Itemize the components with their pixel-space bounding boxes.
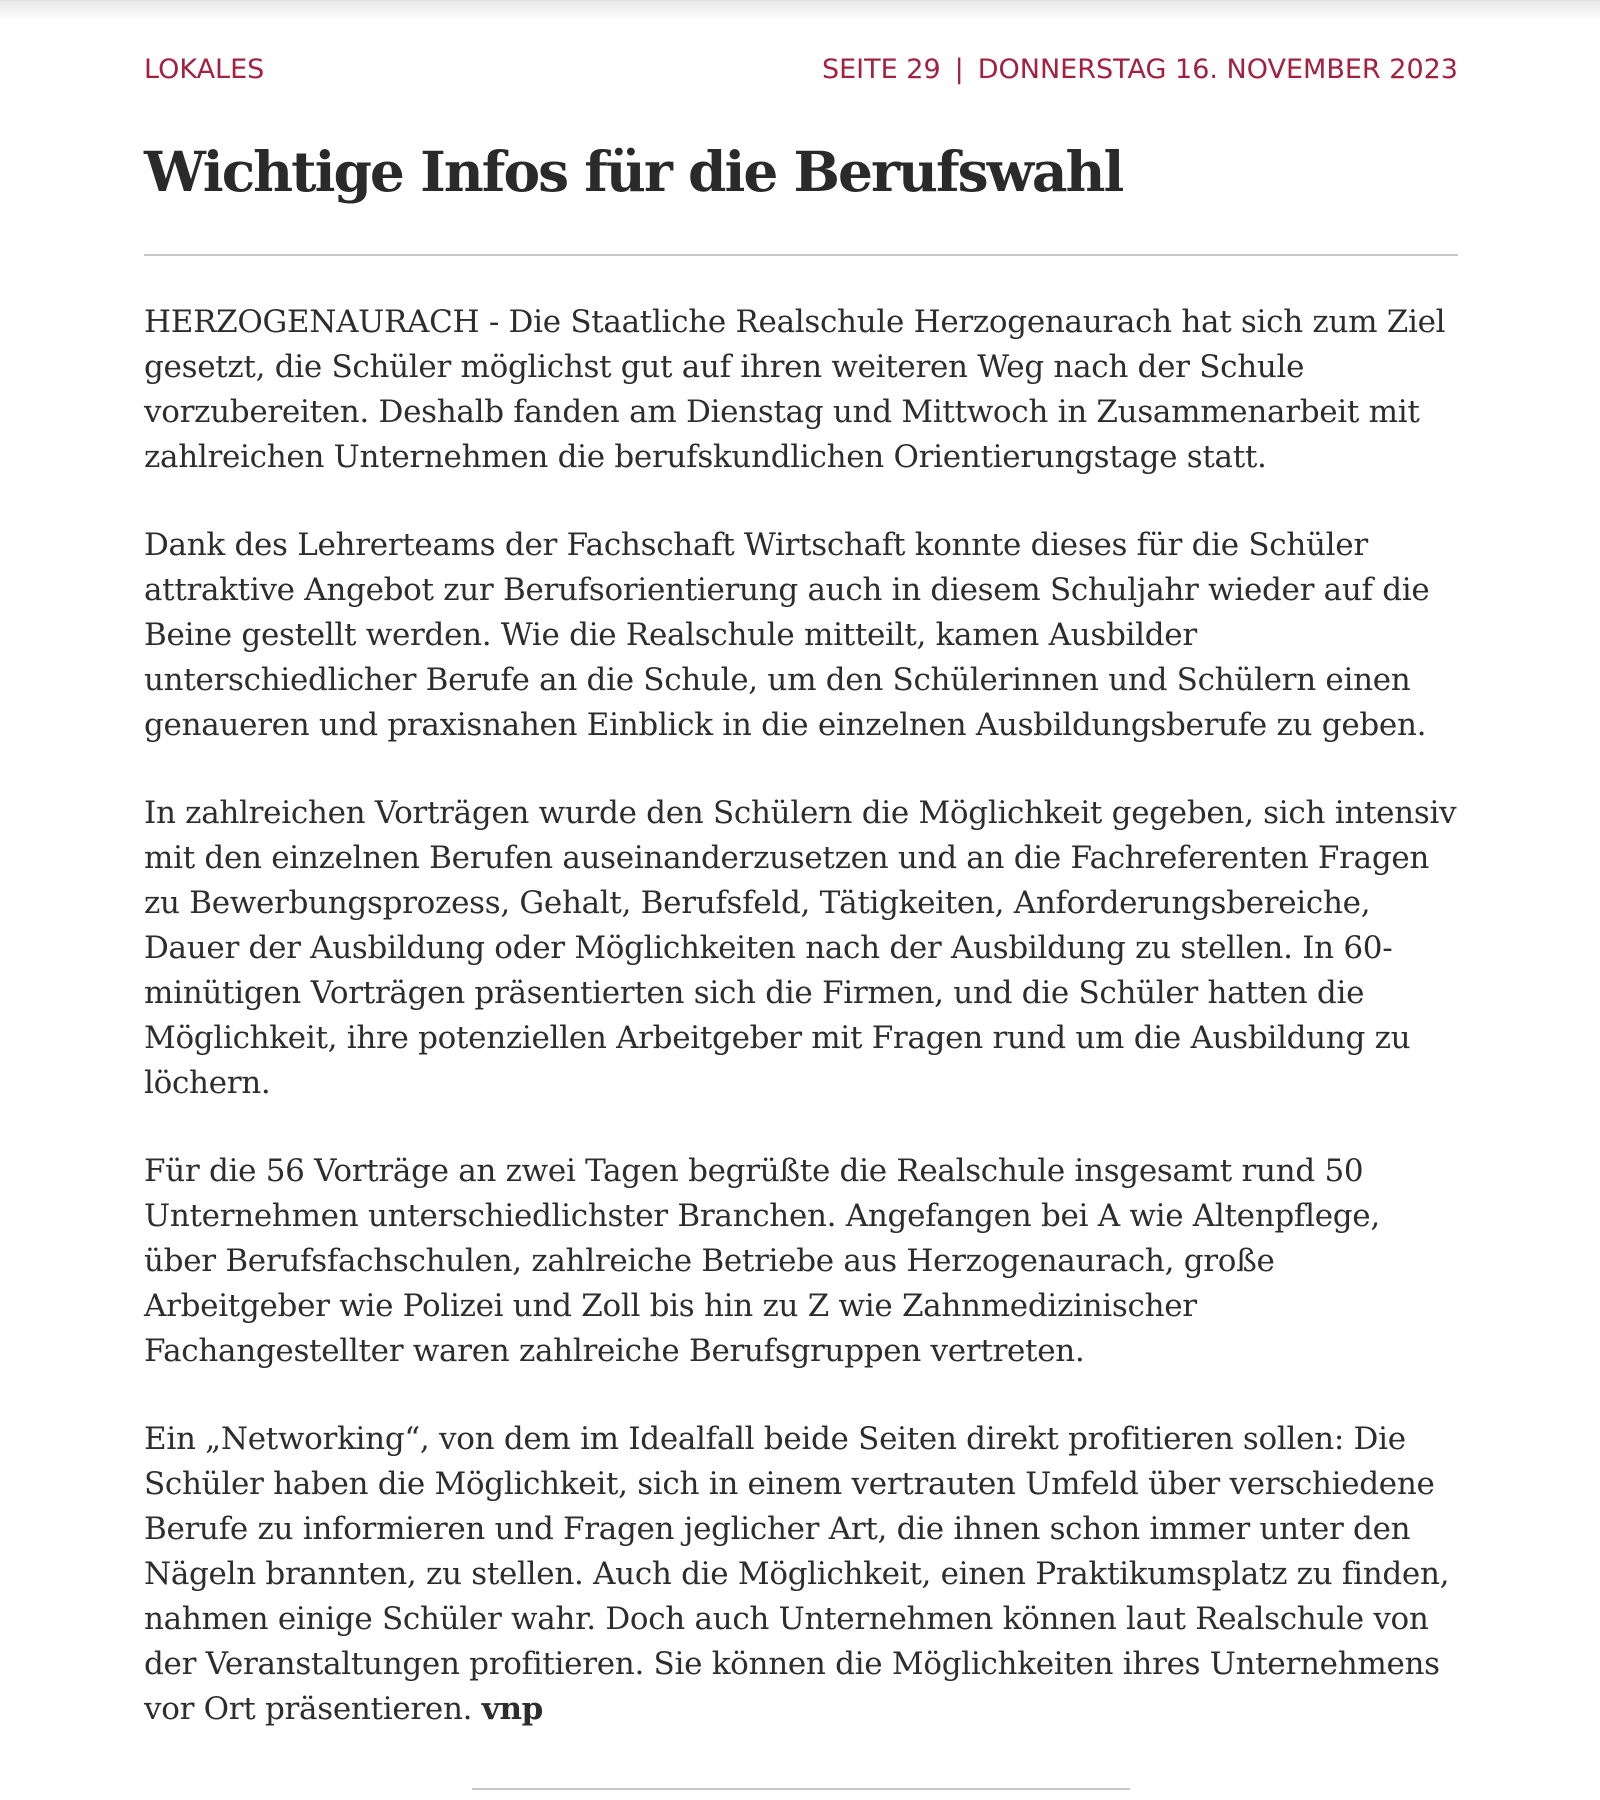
paragraph-5-text: Ein „Networking“, von dem im Idealfall beide Seiten direkt profitieren sollen: Die Schüler haben die Möglichkeit, sich in einem vertrauten Umfeld über verschiedene Berufe zu informieren und Fragen jeglicher Art, die ihnen schon immer unter den Nägeln brannten, zu stellen. Auch die Möglichkeit, einen Praktikumsplatz zu finden, nahmen einige Schüler wahr. Doch auch Unternehmen können laut Realschule von der Veranstaltungen profitieren. Sie können die Möglichkeiten ihres Unternehmens vor Ort präsentieren. (144, 1421, 1450, 1727)
paragraph-2: Dank des Lehrerteams der Fachschaft Wirtschaft konnte dieses für die Schüler attraktive Angebot zur Berufsorientierung auch in diesem Schuljahr wieder auf die Beine gestellt werden. Wie die Realschule mitteilt, kamen Ausbilder unterschiedlicher Berufe an die Schule, um den Schülerinnen und Schülern einen genaueren und praxisnahen Einblick in die einzelnen Ausbildungsberufe zu geben. (144, 527, 1430, 743)
article-title: Wichtige Infos für die Berufswahl (144, 139, 1123, 204)
page-date-info (822, 40, 1458, 100)
top-shadow (0, 0, 1600, 21)
page-number: SEITE 29 (821, 54, 941, 85)
article (144, 40, 1458, 1775)
title-divider (144, 254, 1458, 256)
paragraph-4: Für die 56 Vorträge an zwei Tagen begrüßte die Realschule insgesamt rund 50 Unternehmen unterschiedlichster Branchen. Angefangen bei A wie Altenpflege, über Berufsfachschulen, zahlreiche Betriebe aus Herzogenaurach, große Arbeitgeber wie Polizei und Zoll bis hin zu Z wie Zahnmedizinischer Fachangestellter waren zahlreiche Berufsgruppen vertreten. (144, 1153, 1380, 1369)
bottom-divider (472, 1788, 1130, 1790)
author-tag: vnp (481, 1691, 544, 1727)
paragraph-5 (144, 1417, 1458, 1732)
publication-date: DONNERSTAG 16. NOVEMBER 2023 (977, 54, 1458, 85)
article-body (144, 300, 1458, 1732)
section-label: LOKALES (144, 54, 265, 85)
article-meta (144, 40, 1458, 100)
meta-separator: | (954, 54, 964, 85)
paragraph-1: HERZOGENAURACH - Die Staatliche Realschule Herzogenaurach hat sich zum Ziel gesetzt, die Schüler möglichst gut auf ihren weiteren Weg nach der Schule vorzubereiten. Deshalb fanden am Dienstag und Mittwoch in Zusammenarbeit mit zahlreichen Unternehmen die berufskundlichen Orientierungstage statt. (144, 304, 1446, 475)
paragraph-3: In zahlreichen Vorträgen wurde den Schülern die Möglichkeit gegeben, sich intensiv mit den einzelnen Berufen auseinanderzusetzen und an die Fachreferenten Fragen zu Bewerbungsprozess, Gehalt, Berufsfeld, Tätigkeiten, Anforderungsbereiche, Dauer der Ausbildung oder Möglichkeiten nach der Ausbildung zu stellen. In 60-minütigen Vorträgen präsentierten sich die Firmen, und die Schüler hatten die Möglichkeit, ihre potenziellen Arbeitgeber mit Fragen rund um die Ausbildung zu löchern. (144, 795, 1457, 1101)
